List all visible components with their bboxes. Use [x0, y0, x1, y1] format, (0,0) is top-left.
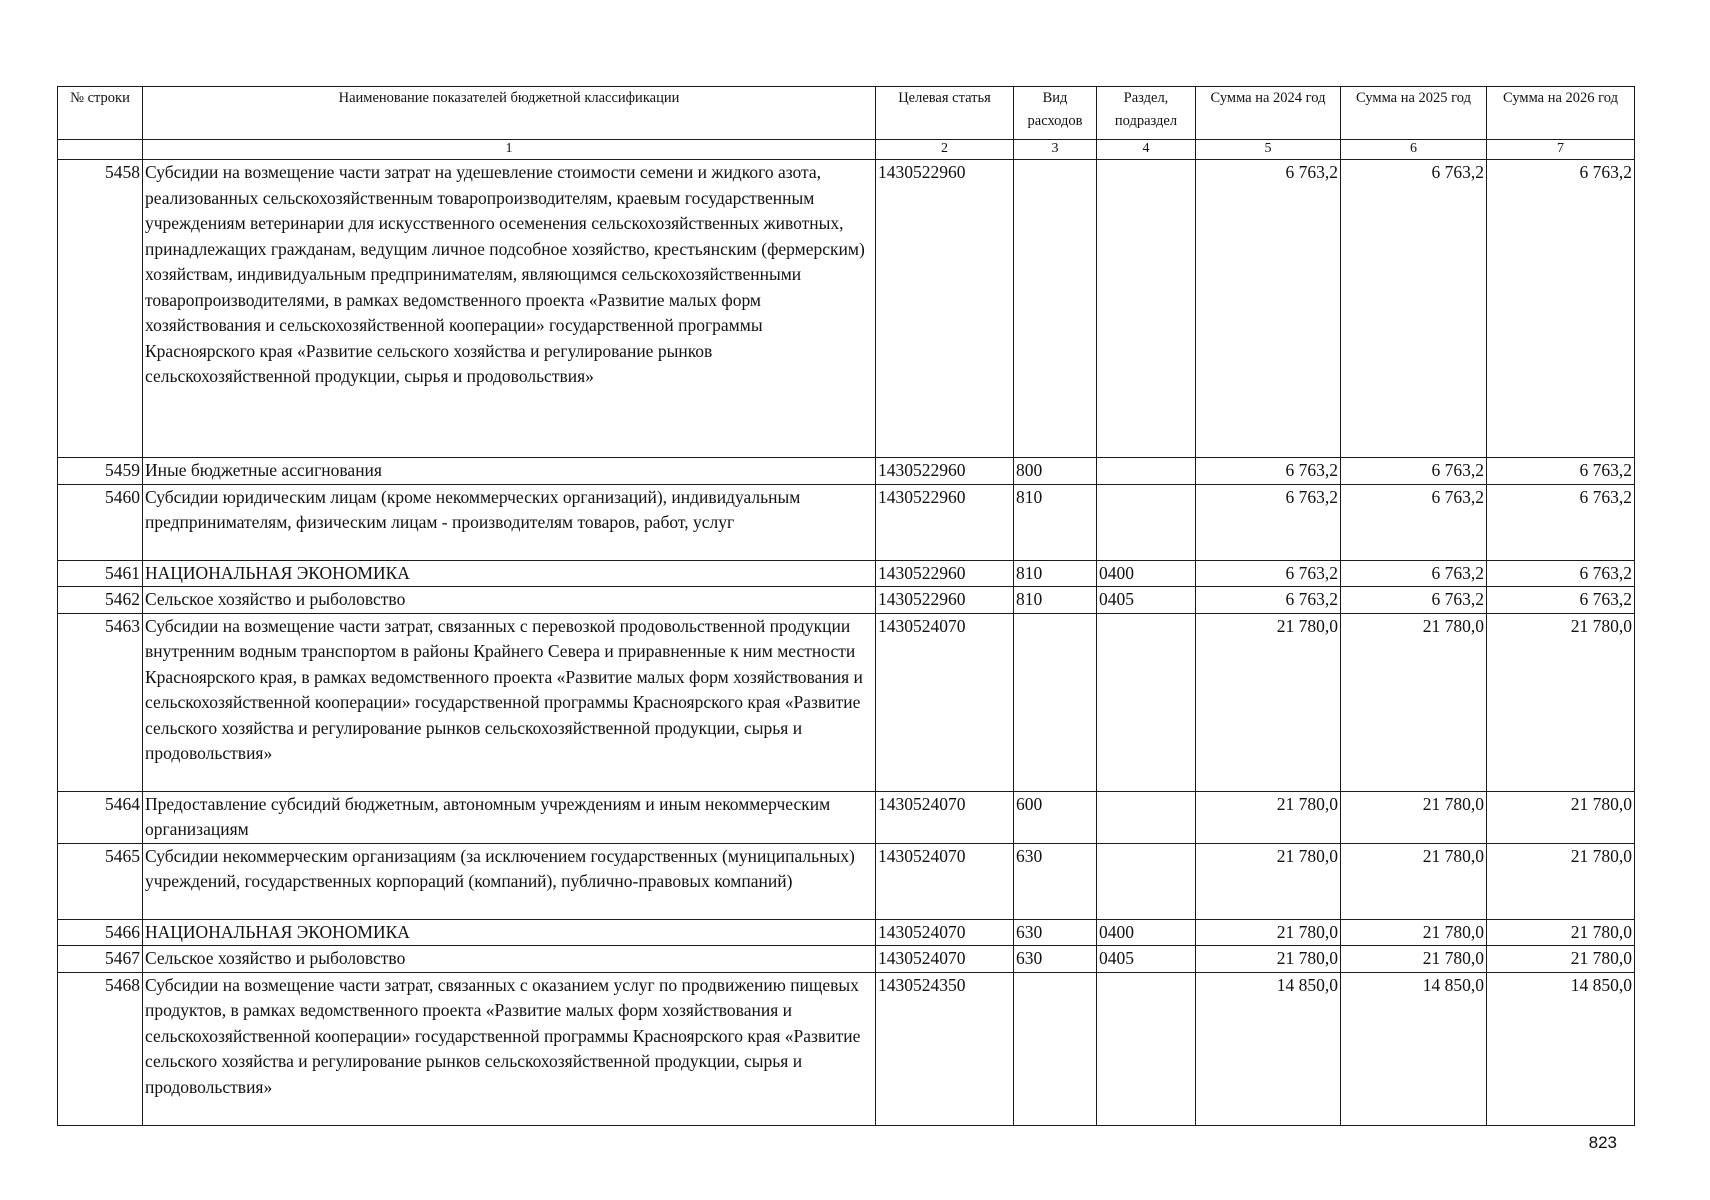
column-number: 1	[143, 140, 876, 160]
table-row	[58, 843, 1635, 919]
column-number: 7	[1487, 140, 1635, 160]
row-sum-2024: 21 780,0	[1196, 613, 1341, 791]
table-header	[58, 87, 1635, 160]
row-sum-2024: 6 763,2	[1196, 560, 1341, 587]
row-number: 5462	[58, 587, 143, 614]
row-section	[1097, 843, 1196, 919]
header-sum-2025: Сумма на 2025 год	[1341, 87, 1487, 140]
row-expense-kind: 810	[1014, 484, 1097, 560]
row-sum-2024: 6 763,2	[1196, 458, 1341, 485]
header-sum-2024: Сумма на 2024 год	[1196, 87, 1341, 140]
row-sum-2026: 14 850,0	[1487, 972, 1635, 1125]
row-number: 5458	[58, 160, 143, 458]
row-target-article: 1430522960	[876, 587, 1014, 614]
table-row	[58, 458, 1635, 485]
row-sum-2026: 21 780,0	[1487, 613, 1635, 791]
row-sum-2024: 14 850,0	[1196, 972, 1341, 1125]
row-section	[1097, 972, 1196, 1125]
row-expense-kind	[1014, 613, 1097, 791]
table-row	[58, 972, 1635, 1125]
row-expense-kind: 630	[1014, 919, 1097, 946]
row-sum-2026: 6 763,2	[1487, 160, 1635, 458]
row-expense-kind: 600	[1014, 791, 1097, 843]
row-target-article: 1430524070	[876, 613, 1014, 791]
row-target-article: 1430522960	[876, 160, 1014, 458]
row-name: Субсидии на возмещение части затрат, связанных с перевозкой продовольственной продукции внутренним водным транспортом в районы Крайнего Севера и приравненные к ним местности Красноярского края, в рамках ведомственного проекта «Развитие малых форм хозяйствования и сельскохозяйственной кооперации» государственной программы Красноярского края «Развитие сельского хозяйства и регулирование рынков сельскохозяйственной продукции, сырья и продовольствия»	[143, 613, 876, 791]
row-sum-2026: 21 780,0	[1487, 843, 1635, 919]
row-target-article: 1430524070	[876, 843, 1014, 919]
row-sum-2024: 6 763,2	[1196, 160, 1341, 458]
row-sum-2025: 6 763,2	[1341, 458, 1487, 485]
row-sum-2026: 21 780,0	[1487, 946, 1635, 973]
column-number: 6	[1341, 140, 1487, 160]
row-expense-kind: 630	[1014, 946, 1097, 973]
row-sum-2024: 21 780,0	[1196, 946, 1341, 973]
row-expense-kind: 630	[1014, 843, 1097, 919]
row-number: 5461	[58, 560, 143, 587]
column-number: 3	[1014, 140, 1097, 160]
row-target-article: 1430522960	[876, 484, 1014, 560]
row-section	[1097, 458, 1196, 485]
column-number	[58, 140, 143, 160]
column-number-row	[58, 140, 1635, 160]
page-number: 823	[1588, 1133, 1617, 1152]
row-name: Субсидии некоммерческим организациям (за исключением государственных (муниципальных) учреждений, государственных корпораций (компаний), публично-правовых компаний)	[143, 843, 876, 919]
row-sum-2025: 6 763,2	[1341, 484, 1487, 560]
row-sum-2025: 21 780,0	[1341, 843, 1487, 919]
row-target-article: 1430524070	[876, 919, 1014, 946]
row-sum-2024: 21 780,0	[1196, 843, 1341, 919]
row-sum-2024: 21 780,0	[1196, 919, 1341, 946]
row-section: 0405	[1097, 587, 1196, 614]
row-number: 5468	[58, 972, 143, 1125]
budget-table	[57, 86, 1635, 1126]
row-name: Сельское хозяйство и рыболовство	[143, 587, 876, 614]
row-target-article: 1430524070	[876, 791, 1014, 843]
row-number: 5465	[58, 843, 143, 919]
row-sum-2026: 6 763,2	[1487, 560, 1635, 587]
table-row	[58, 560, 1635, 587]
row-sum-2025: 6 763,2	[1341, 160, 1487, 458]
row-sum-2024: 21 780,0	[1196, 791, 1341, 843]
row-sum-2025: 6 763,2	[1341, 587, 1487, 614]
row-sum-2025: 21 780,0	[1341, 946, 1487, 973]
row-sum-2025: 6 763,2	[1341, 560, 1487, 587]
header-row-no: № строки	[58, 87, 143, 140]
row-name: НАЦИОНАЛЬНАЯ ЭКОНОМИКА	[143, 919, 876, 946]
column-number: 4	[1097, 140, 1196, 160]
table-row	[58, 160, 1635, 458]
table-row	[58, 946, 1635, 973]
row-section: 0400	[1097, 560, 1196, 587]
row-sum-2026: 6 763,2	[1487, 587, 1635, 614]
table-row	[58, 484, 1635, 560]
column-number: 5	[1196, 140, 1341, 160]
row-name: Иные бюджетные ассигнования	[143, 458, 876, 485]
row-expense-kind: 810	[1014, 560, 1097, 587]
row-name: Сельское хозяйство и рыболовство	[143, 946, 876, 973]
row-sum-2024: 6 763,2	[1196, 484, 1341, 560]
row-expense-kind: 800	[1014, 458, 1097, 485]
row-sum-2026: 6 763,2	[1487, 484, 1635, 560]
header-sum-2026: Сумма на 2026 год	[1487, 87, 1635, 140]
row-number: 5460	[58, 484, 143, 560]
header-row	[58, 87, 1635, 140]
row-name: Субсидии на возмещение части затрат на удешевление стоимости семени и жидкого азота, реализованных сельскохозяйственным товаропроизводителям, краевым государственным учреждениям ветеринарии для искусственного осеменения сельскохозяйственных животных, принадлежащих гражданам, ведущим личное подсобное хозяйство, крестьянским (фермерским) хозяйствам, индивидуальным предпринимателям, являющимся сельскохозяйственными товаропроизводителями, в рамках ведомственного проекта «Развитие малых форм хозяйствования и сельскохозяйственной кооперации» государственной программы Красноярского края «Развитие сельского хозяйства и регулирование рынков сельскохозяйственной продукции, сырья и продовольствия»	[143, 160, 876, 458]
header-name: Наименование показателей бюджетной классификации	[143, 87, 876, 140]
row-sum-2025: 21 780,0	[1341, 613, 1487, 791]
row-section	[1097, 160, 1196, 458]
column-number: 2	[876, 140, 1014, 160]
row-number: 5466	[58, 919, 143, 946]
row-section	[1097, 484, 1196, 560]
row-sum-2026: 6 763,2	[1487, 458, 1635, 485]
row-section: 0405	[1097, 946, 1196, 973]
row-name: Предоставление субсидий бюджетным, автономным учреждениям и иным некоммерческим организациям	[143, 791, 876, 843]
row-sum-2026: 21 780,0	[1487, 791, 1635, 843]
row-section	[1097, 791, 1196, 843]
row-name: Субсидии юридическим лицам (кроме некоммерческих организаций), индивидуальным предпринимателям, физическим лицам - производителям товаров, работ, услуг	[143, 484, 876, 560]
table-row	[58, 919, 1635, 946]
row-number: 5467	[58, 946, 143, 973]
row-expense-kind	[1014, 972, 1097, 1125]
row-name: Субсидии на возмещение части затрат, связанных с оказанием услуг по продвижению пищевых продуктов, в рамках ведомственного проекта «Развитие малых форм хозяйствования и сельскохозяйственной кооперации» государственной программы Красноярского края «Развитие сельского хозяйства и регулирование рынков сельскохозяйственной продукции, сырья и продовольствия»	[143, 972, 876, 1125]
row-target-article: 1430522960	[876, 560, 1014, 587]
table-row	[58, 613, 1635, 791]
table-body	[58, 160, 1635, 1126]
row-sum-2025: 21 780,0	[1341, 919, 1487, 946]
row-sum-2025: 14 850,0	[1341, 972, 1487, 1125]
row-number: 5464	[58, 791, 143, 843]
row-sum-2025: 21 780,0	[1341, 791, 1487, 843]
row-section: 0400	[1097, 919, 1196, 946]
header-target-article: Целевая статья	[876, 87, 1014, 140]
row-expense-kind	[1014, 160, 1097, 458]
table-row	[58, 587, 1635, 614]
row-number: 5459	[58, 458, 143, 485]
row-number: 5463	[58, 613, 143, 791]
row-target-article: 1430522960	[876, 458, 1014, 485]
row-sum-2024: 6 763,2	[1196, 587, 1341, 614]
header-expense-kind: Вид расходов	[1014, 87, 1097, 140]
row-section	[1097, 613, 1196, 791]
row-target-article: 1430524350	[876, 972, 1014, 1125]
row-target-article: 1430524070	[876, 946, 1014, 973]
row-name: НАЦИОНАЛЬНАЯ ЭКОНОМИКА	[143, 560, 876, 587]
row-sum-2026: 21 780,0	[1487, 919, 1635, 946]
table-row	[58, 791, 1635, 843]
header-section: Раздел, подраздел	[1097, 87, 1196, 140]
row-expense-kind: 810	[1014, 587, 1097, 614]
